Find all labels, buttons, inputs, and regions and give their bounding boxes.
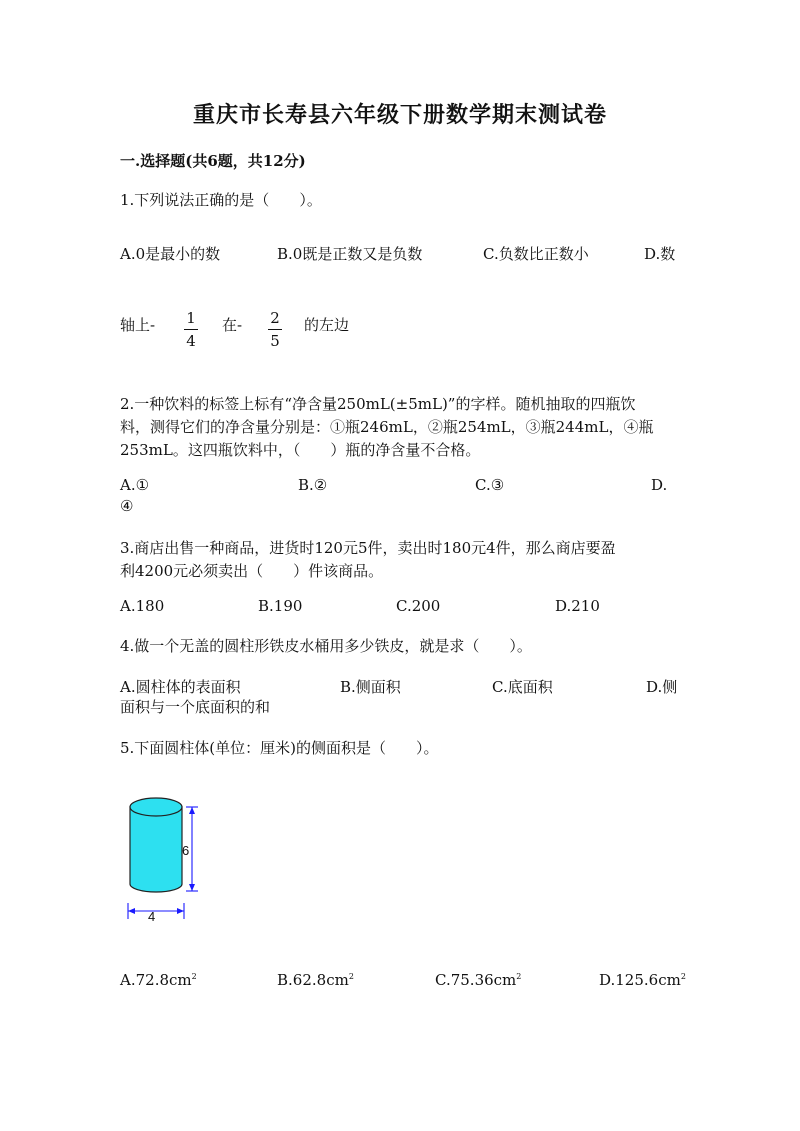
question-1-stem: 1.下列说法正确的是（ ）。 [120,191,322,209]
question-2-line-1: 2.一种饮料的标签上标有“净含量250mL(±5mL)”的字样。随机抽取的四瓶饮 [120,395,636,413]
q5-option-a[interactable] [120,971,197,989]
height-label: 6 [182,843,190,858]
diameter-arrow-left [128,908,135,914]
q3-option-d[interactable]: D.210 [555,597,600,615]
q1-option-d[interactable]: D.数 [644,245,676,263]
height-arrow-bottom [189,884,195,891]
q2-option-d[interactable]: D. [651,476,668,494]
q1-option-d-text-start: 轴上- [120,316,156,334]
q2-option-b[interactable]: B.② [298,476,328,494]
cylinder-top-face [130,798,182,816]
unit-superscript: 2 [680,972,686,981]
q4-option-d-continued: 面积与一个底面积的和 [120,698,271,716]
fraction-two-fifths [268,308,282,351]
fraction-numerator: 2 [270,309,280,327]
q1-option-d-text-mid: 在- [222,316,243,334]
q5-option-c-text: C.75.36cm [435,971,517,989]
q5-option-b[interactable] [277,971,354,989]
cylinder-body [130,807,182,892]
q3-option-a[interactable]: A.180 [120,597,165,615]
q1-option-b[interactable]: B.0既是正数又是负数 [277,245,423,263]
q2-option-d-value: ④ [120,497,134,515]
unit-superscript: 2 [191,972,197,981]
fraction-one-quarter [184,308,198,351]
q1-option-a[interactable]: A.0是最小的数 [120,245,221,263]
question-2-line-2: 料，测得它们的净含量分别是：①瓶246mL，②瓶254mL，③瓶244mL，④瓶 [120,418,654,436]
q3-option-b[interactable]: B.190 [258,597,303,615]
fraction-denominator: 4 [186,332,196,350]
q1-option-d-text-end: 的左边 [304,316,350,334]
page-title: 重庆市长寿县六年级下册数学期末测试卷 [192,102,607,128]
unit-superscript: 2 [516,972,522,981]
unit-superscript: 2 [348,972,354,981]
q5-option-c[interactable] [435,971,521,989]
q4-option-d[interactable]: D.侧 [646,678,678,696]
fraction-denominator: 5 [270,332,280,350]
q2-option-c[interactable]: C.③ [475,476,505,494]
q5-option-a-text: A.72.8cm [120,971,192,989]
fraction-numerator: 1 [186,309,196,327]
q5-option-d-text: D.125.6cm [599,971,681,989]
height-arrow-top [189,807,195,814]
question-3-line-2: 利4200元必须卖出（ ）件该商品。 [120,562,384,580]
question-2-line-3: 253mL。这四瓶饮料中，（ ）瓶的净含量不合格。 [120,441,481,459]
diameter-label: 4 [148,909,156,924]
q4-option-a[interactable]: A.圆柱体的表面积 [120,678,241,696]
cylinder-figure [110,785,220,930]
diameter-arrow-right [177,908,184,914]
q5-option-d[interactable] [599,971,686,989]
q2-option-a[interactable]: A.① [120,476,150,494]
q4-option-c[interactable]: C.底面积 [492,678,553,696]
question-4-stem: 4.做一个无盖的圆柱形铁皮水桶用多少铁皮，就是求（ ）。 [120,637,532,655]
question-5-stem: 5.下面圆柱体(单位：厘米)的侧面积是（ ）。 [120,739,439,757]
question-3-line-1: 3.商店出售一种商品，进货时120元5件，卖出时180元4件，那么商店要盈 [120,539,616,557]
fraction-bar [268,329,282,330]
q3-option-c[interactable]: C.200 [396,597,441,615]
q5-option-b-text: B.62.8cm [277,971,349,989]
section-heading: 一.选择题(共6题，共12分) [120,152,306,170]
q1-option-c[interactable]: C.负数比正数小 [483,245,589,263]
fraction-bar [184,329,198,330]
q4-option-b[interactable]: B.侧面积 [340,678,401,696]
